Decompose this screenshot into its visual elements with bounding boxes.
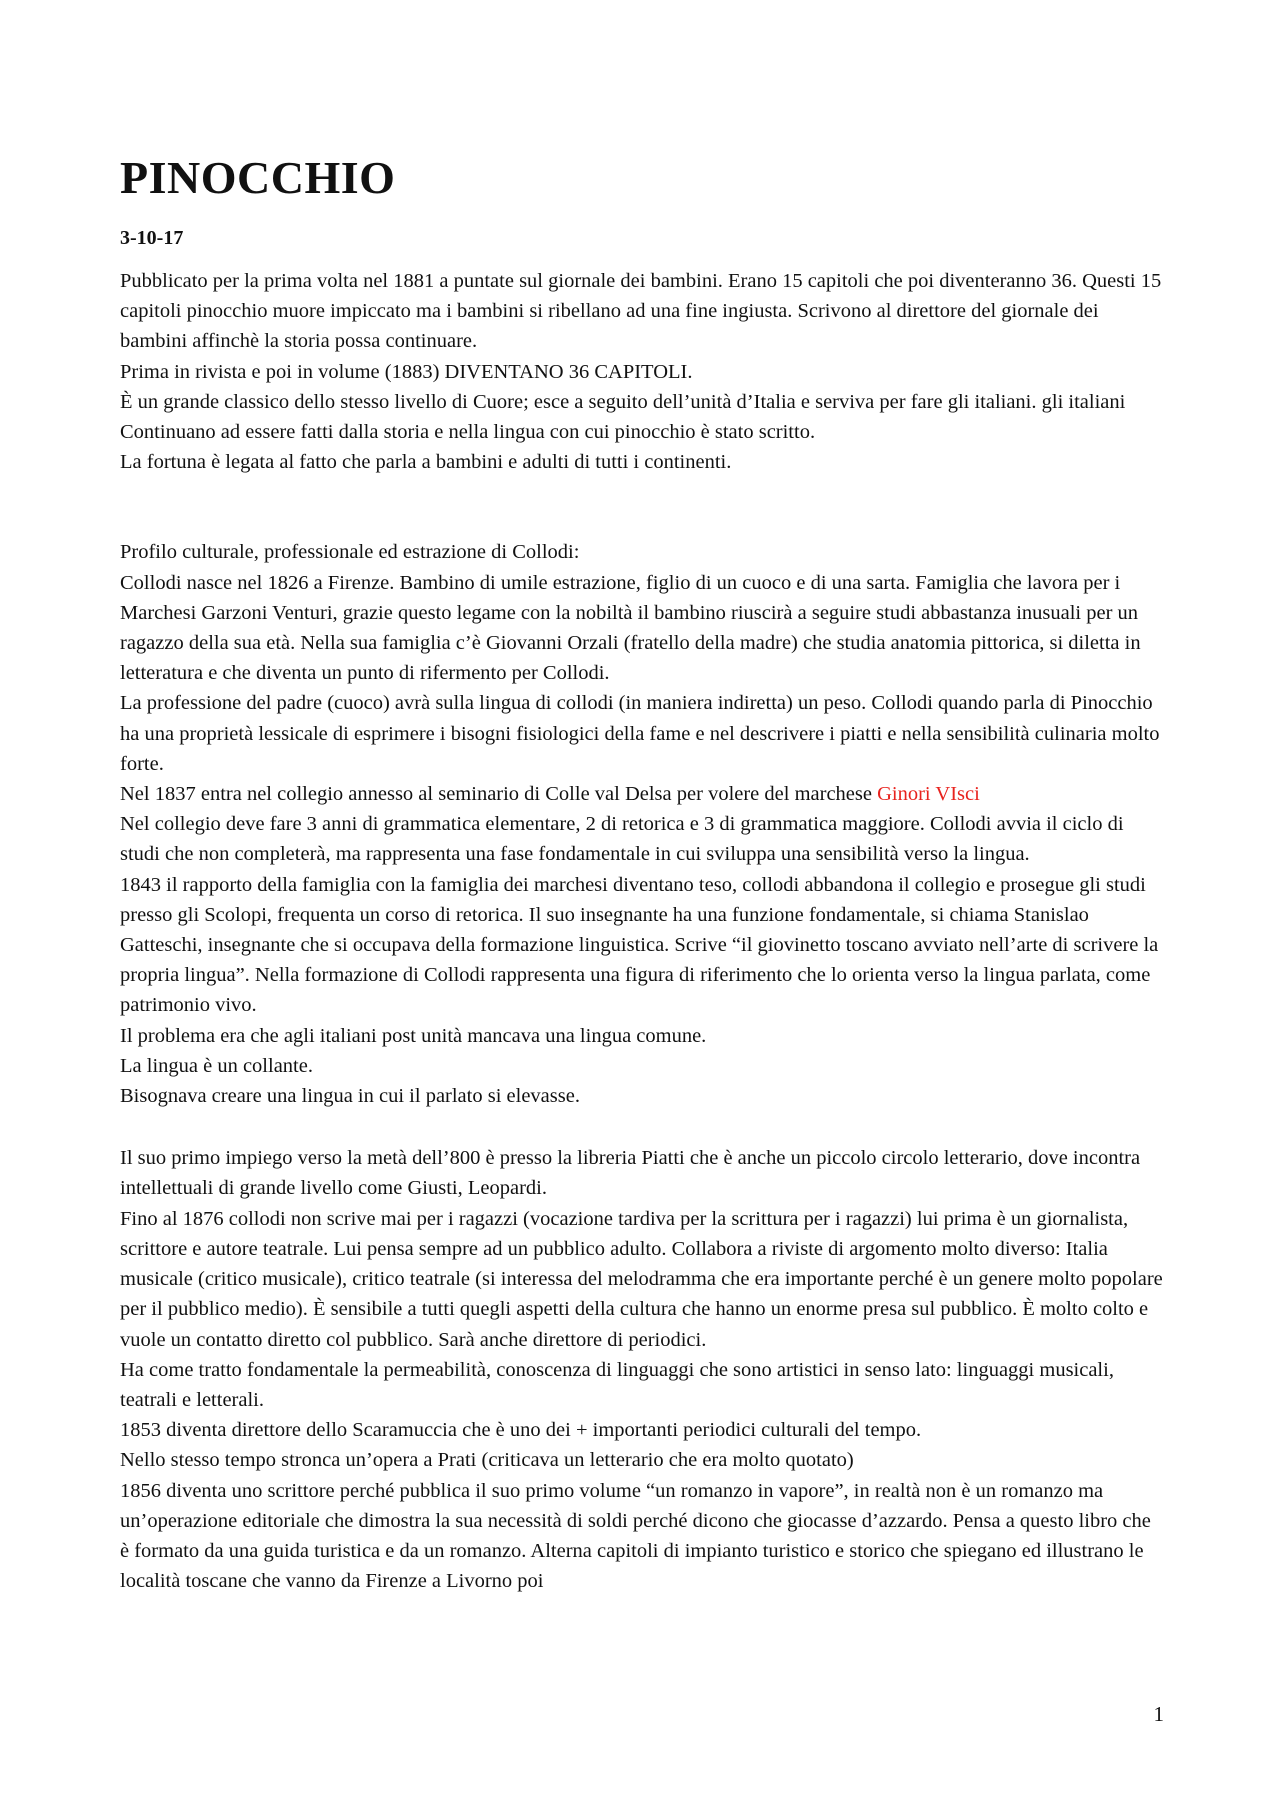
paragraph: Bisognava creare una lingua in cui il parlato si elevasse.	[120, 1085, 580, 1108]
paragraph-text: Nel 1837 entra nel collegio annesso al seminario di Colle val Delsa per volere del marchese	[120, 783, 878, 806]
blank-space	[120, 1111, 1160, 1143]
paragraph: Prima in rivista e poi in volume (1883) DIVENTANO 36 CAPITOLI.	[120, 360, 693, 383]
paragraph: Ha come tratto fondamentale la permeabilità, conoscenza di linguaggi che sono artistici in senso lato: linguaggi musicali, teatrali e letterali.	[120, 1358, 1114, 1411]
paragraph: È un grande classico dello stesso livello di Cuore; esce a seguito dell’unità d’Italia e serviva per fare gli italiani. gli italiani Continuano ad essere fatti dalla storia e nella lingua con cui pinocchio è stato scritto.	[120, 390, 1126, 444]
paragraph: 1843 il rapporto della famiglia con la famiglia dei marchesi diventano teso, collodi abbandona il collegio e prosegue gli studi presso gli Scolopi, frequenta un corso di retorica. Il suo insegnante ha una funzione fondamentale, si chiama Stanislao Gatteschi, insegnante che si occupava della formazione linguistica. Scrive “il giovinetto toscano avviato nell’arte di scrivere la propria lingua”. Nella formazione di Collodi rappresenta una figura di riferimento che lo orienta verso la lingua parlata, come patrimonio vivo.	[120, 873, 1159, 1017]
paragraph: La fortuna è legata al fatto che parla a bambini e adulti di tutti i continenti.	[120, 451, 732, 474]
paragraph: 1853 diventa direttore dello Scaramuccia che è uno dei + importanti periodici culturali del tempo.	[120, 1419, 922, 1442]
paragraph: 1856 diventa uno scrittore perché pubblica il suo primo volume “un romanzo in vapore”, in realtà non è un romanzo ma un’operazione editoriale che dimostra la sua necessità di soldi perché dicono che giocasse d’azzardo. Pensa a questo libro che è formato da una guida turistica e da un romanzo. Alterna capitoli di impianto turistico e storico che spiegano ed illustrano le località toscane che vanno da Firenze a Livorno poi	[120, 1479, 1151, 1593]
paragraph: Pubblicato per la prima volta nel 1881 a puntate sul giornale dei bambini. Erano 15 capitoli che poi diventeranno 36. Questi 15 capitoli pinocchio muore impiccato ma i bambini si ribellano ad una fine ingiusta. Scrivono al direttore del giornale dei bambini affinchè la storia possa continuare.	[120, 270, 1162, 353]
paragraph: Il suo primo impiego verso la metà dell’800 è presso la libreria Piatti che è anche un piccolo circolo letterario, dove incontra intellettuali di grande livello come Giusti, Leopardi.	[120, 1147, 1141, 1200]
document-title: PINOCCHIO	[120, 152, 396, 203]
page-number: 1	[1153, 1702, 1164, 1726]
paragraph: La professione del padre (cuoco) avrà sulla lingua di collodi (in maniera indiretta) un peso. Collodi quando parla di Pinocchio ha una proprietà lessicale di esprimere i bisogni fisiologici della fame e nel descrivere i piatti e nella sensibilità culinaria molto forte.	[120, 692, 1160, 775]
blank-space	[120, 477, 1160, 537]
paragraph: Nello stesso tempo stronca un’opera a Prati (criticava un letterario che era molto quotato)	[120, 1449, 854, 1472]
paragraph: Fino al 1876 collodi non scrive mai per i ragazzi (vocazione tardiva per la scrittura per i ragazzi) lui prima è un giornalista, scrittore e autore teatrale. Lui pensa sempre ad un pubblico adulto. Collabora a riviste di argomento molto diverso: Italia musicale (critico musicale), critico teatrale (si interessa del melodramma che era importante perché è un genere molto popolare per il pubblico medio). È sensibile a tutti quegli aspetti della cultura che hanno un enorme presa sul pubblico. È molto colto e vuole un contatto diretto col pubblico. Sarà anche direttore di periodici.	[120, 1207, 1163, 1351]
paragraph: Collodi nasce nel 1826 a Firenze. Bambino di umile estrazione, figlio di un cuoco e di una sarta. Famiglia che lavora per i Marchesi Garzoni Venturi, grazie questo legame con la nobiltà il bambino riuscirà a seguire studi abbastanza inusuali per un ragazzo della sua età. Nella sua famiglia c’è Giovanni Orzali (fratello della madre) che studia anatomia pittorica, si diletta in letteratura e che diventa un punto di rifermento per Collodi.	[120, 571, 1141, 685]
highlighted-name: Ginori VIsci	[877, 783, 980, 806]
document-date: 3-10-17	[120, 227, 184, 249]
paragraph: Il problema era che agli italiani post unità mancava una lingua comune.	[120, 1024, 707, 1047]
document-page	[120, 150, 1163, 1596]
paragraph-1837	[120, 779, 1165, 809]
paragraph: Nel collegio deve fare 3 anni di grammatica elementare, 2 di retorica e 3 di grammatica maggiore. Collodi avvia il ciclo di studi che non completerà, ma rappresenta una fase fondamentale in cui sviluppa una sensibilità verso la lingua.	[120, 813, 1124, 866]
paragraph: La lingua è un collante.	[120, 1054, 313, 1077]
section-heading: Profilo culturale, professionale ed estrazione di Collodi:	[120, 541, 580, 564]
